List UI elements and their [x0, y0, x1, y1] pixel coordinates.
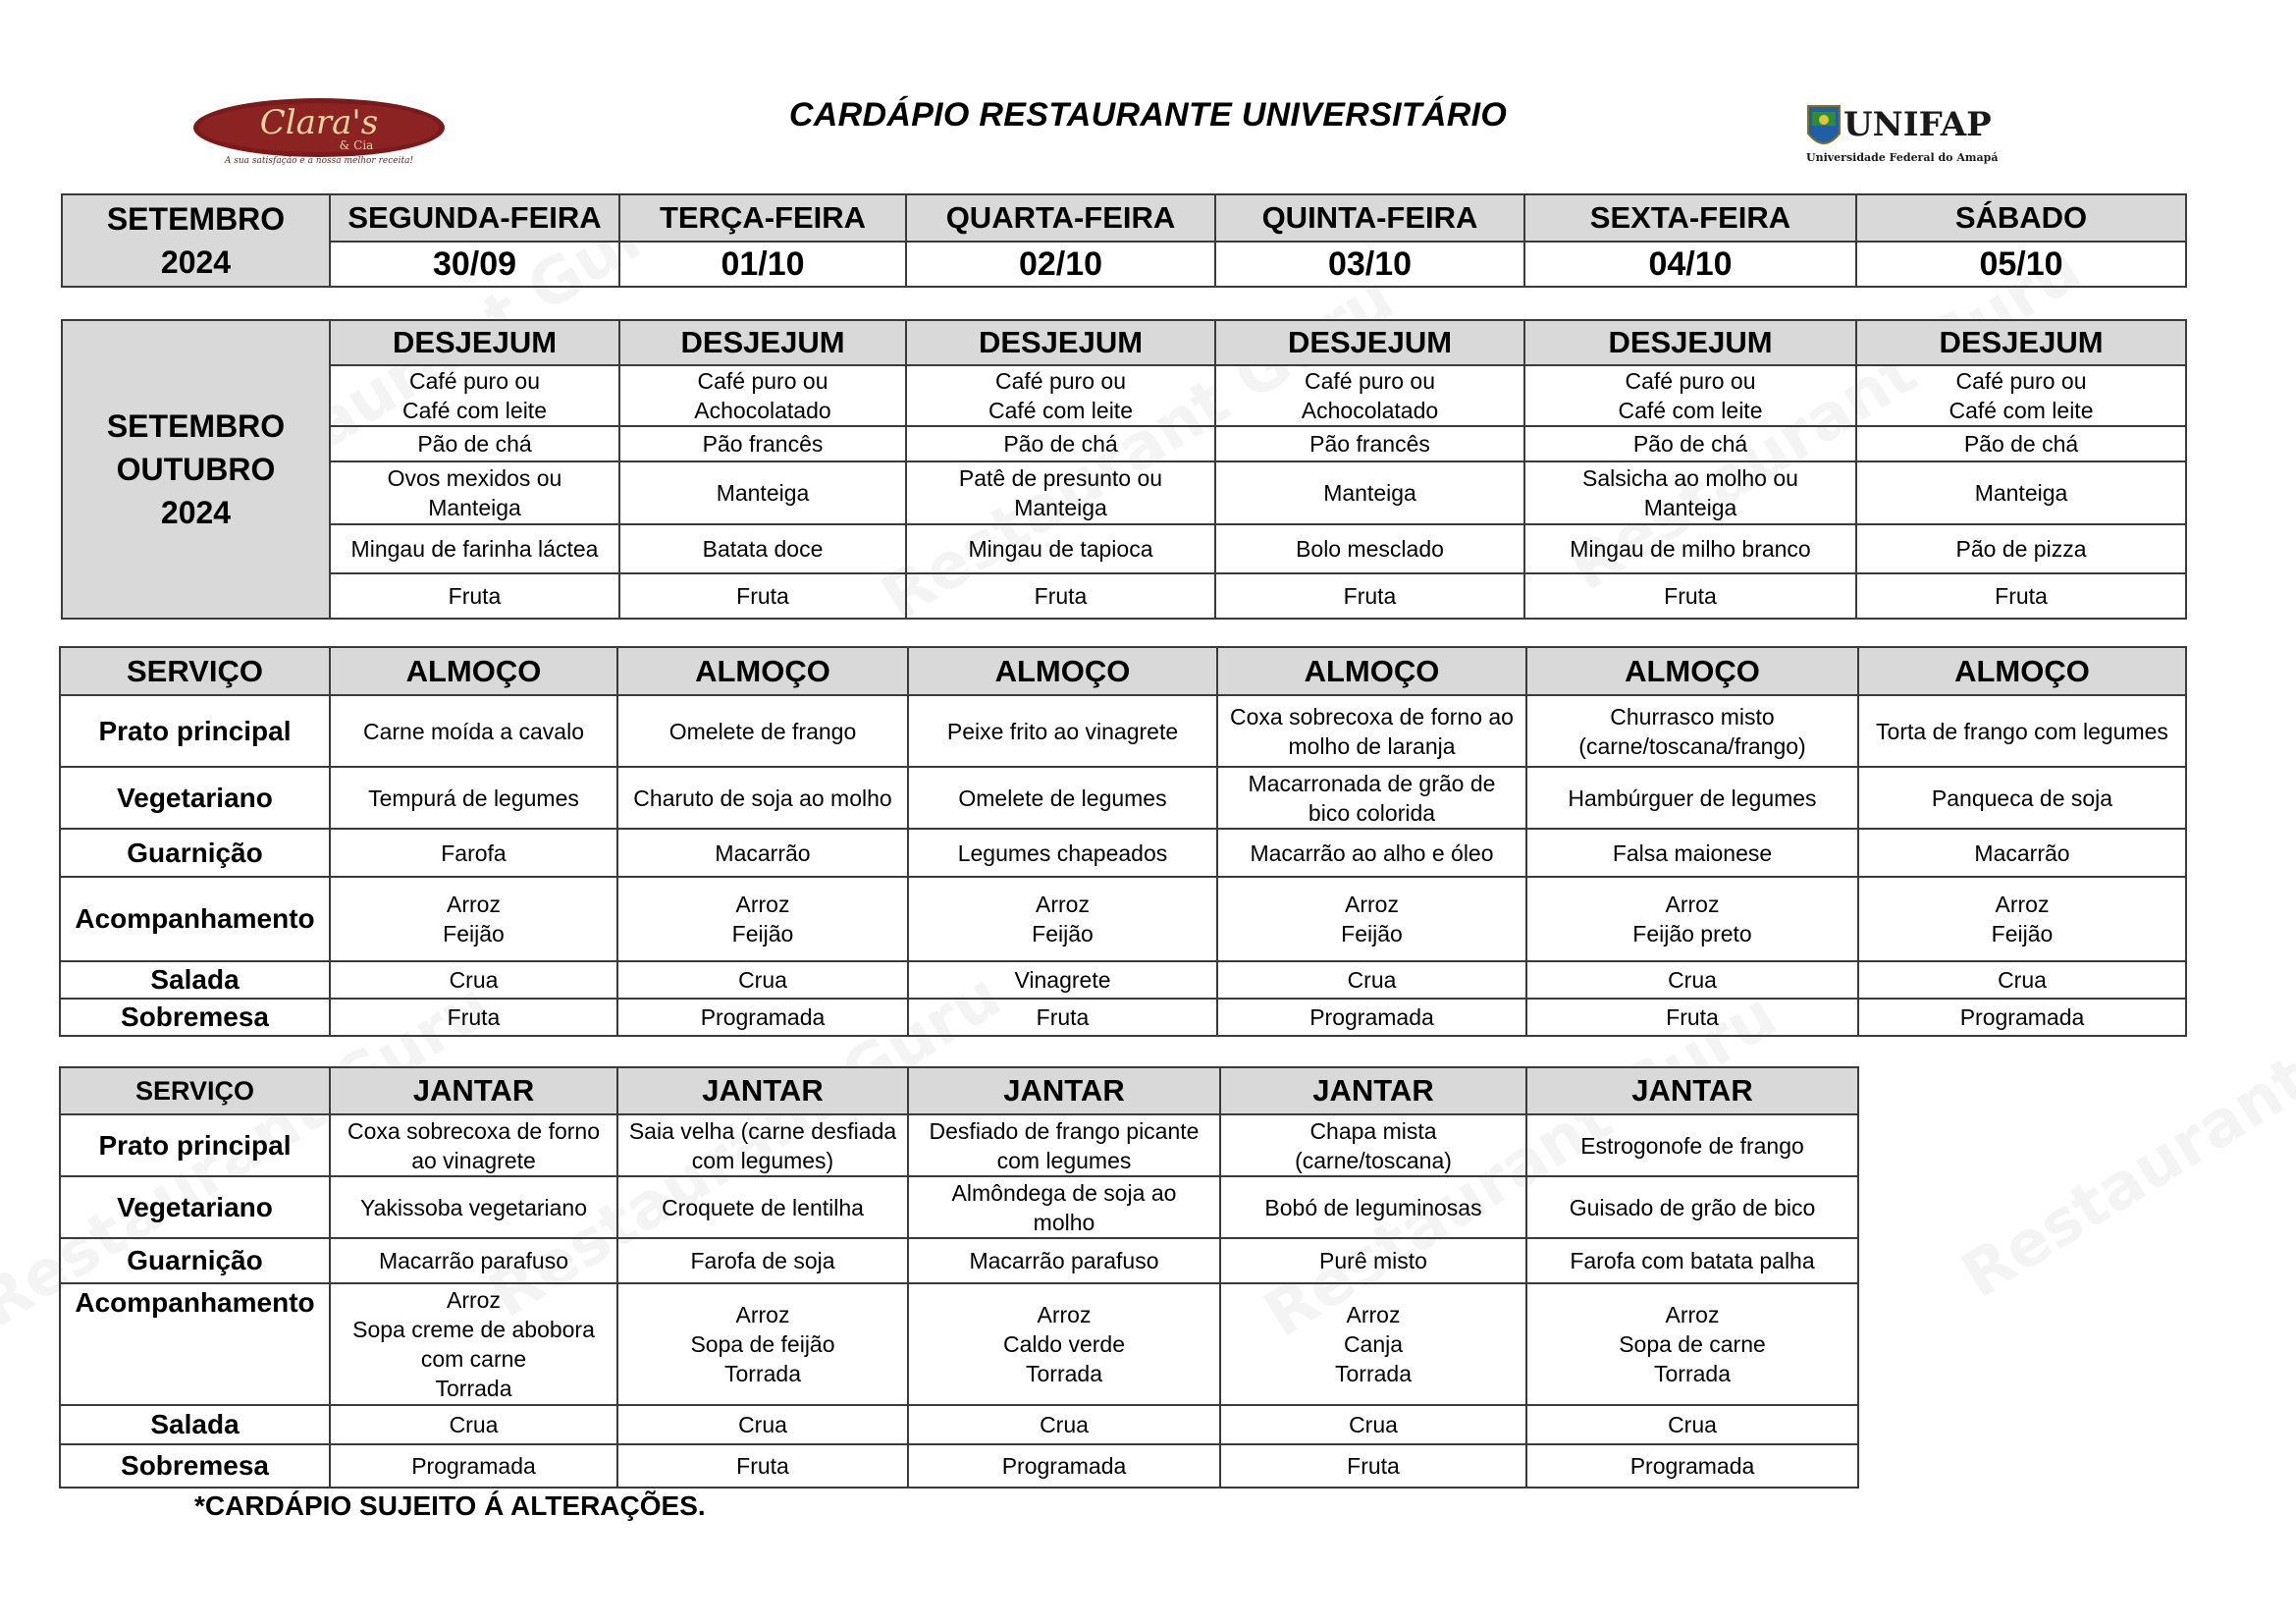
unifap-logo: [1804, 96, 2001, 173]
day-date: 30/09: [330, 242, 619, 287]
menu-cell: Crua: [617, 961, 908, 999]
menu-cell: Manteiga: [1856, 461, 2186, 524]
menu-cell: Arroz Canja Torrada: [1220, 1283, 1526, 1405]
menu-cell: Arroz Feijão: [617, 877, 908, 961]
menu-cell: Arroz Sopa de feijão Torrada: [617, 1283, 908, 1405]
menu-cell: Crua: [1220, 1405, 1526, 1444]
day-date: 04/10: [1524, 242, 1856, 287]
menu-cell: Omelete de legumes: [908, 767, 1217, 829]
menu-cell: Arroz Feijão: [1858, 877, 2186, 961]
menu-cell: Manteiga: [1215, 461, 1524, 524]
menu-cell: Mingau de farinha láctea: [330, 524, 619, 573]
row-label: Salada: [60, 1405, 330, 1444]
menu-cell: Crua: [617, 1405, 908, 1444]
menu-cell: Almôndega de soja ao molho: [908, 1176, 1220, 1238]
table-row: [60, 1405, 1858, 1444]
breakfast-header: DESJEJUM: [906, 320, 1215, 365]
dinner-header: JANTAR: [617, 1067, 908, 1114]
menu-cell: Arroz Feijão preto: [1526, 877, 1858, 961]
table-row: [62, 461, 2186, 524]
menu-cell: Café puro ou Café com leite: [330, 365, 619, 426]
menu-cell: Programada: [1526, 1444, 1858, 1488]
breakfast-header: DESJEJUM: [1215, 320, 1524, 365]
menu-cell: Coxa sobrecoxa de forno ao vinagrete: [330, 1114, 617, 1176]
row-label: Acompanhamento: [60, 877, 330, 961]
menu-cell: Charuto de soja ao molho: [617, 767, 908, 829]
day-date: 05/10: [1856, 242, 2186, 287]
page-title: CARDÁPIO RESTAURANTE UNIVERSITÁRIO: [788, 96, 1508, 134]
menu-cell: Tempurá de legumes: [330, 767, 617, 829]
menu-cell: Salsicha ao molho ou Manteiga: [1524, 461, 1856, 524]
menu-cell: Pão de chá: [1856, 426, 2186, 461]
table-row: [60, 767, 2186, 829]
period-label: SETEMBRO 2024: [62, 194, 330, 287]
menu-cell: Fruta: [1524, 573, 1856, 619]
menu-cell: Programada: [330, 1444, 617, 1488]
breakfast-period-label: SETEMBRO OUTUBRO 2024: [62, 320, 330, 619]
menu-cell: Macarrão ao alho e óleo: [1217, 829, 1526, 877]
row-label: Salada: [60, 961, 330, 999]
menu-cell: Hambúrguer de legumes: [1526, 767, 1858, 829]
menu-cell: Macarrão: [617, 829, 908, 877]
unifap-name: UNIFAP: [1843, 105, 1992, 144]
menu-cell: Pão de chá: [906, 426, 1215, 461]
menu-cell: Programada: [1217, 999, 1526, 1036]
menu-cell: Café puro ou Achocolatado: [619, 365, 906, 426]
menu-cell: Vinagrete: [908, 961, 1217, 999]
menu-cell: Crua: [1526, 961, 1858, 999]
breakfast-table: [61, 319, 2187, 620]
dinner-header: JANTAR: [1526, 1067, 1858, 1114]
menu-cell: Farofa com batata palha: [1526, 1238, 1858, 1283]
menu-cell: Pão de chá: [330, 426, 619, 461]
lunch-header: ALMOÇO: [908, 647, 1217, 695]
menu-cell: Café puro ou Café com leite: [1524, 365, 1856, 426]
logo-tagline: A sua satisfação é a nossa melhor receita!: [224, 156, 414, 165]
menu-cell: Café puro ou Achocolatado: [1215, 365, 1524, 426]
menu-cell: Farofa: [330, 829, 617, 877]
menu-cell: Purê misto: [1220, 1238, 1526, 1283]
dinner-header: JANTAR: [1220, 1067, 1526, 1114]
menu-cell: Arroz Caldo verde Torrada: [908, 1283, 1220, 1405]
dinner-header: JANTAR: [908, 1067, 1220, 1114]
table-row: [60, 1176, 1858, 1238]
menu-cell: Crua: [908, 1405, 1220, 1444]
row-label: Sobremesa: [60, 999, 330, 1036]
menu-cell: Crua: [330, 961, 617, 999]
table-row: [62, 524, 2186, 573]
menu-cell: Arroz Feijão: [330, 877, 617, 961]
lunch-header: ALMOÇO: [1217, 647, 1526, 695]
menu-cell: Fruta: [906, 573, 1215, 619]
lunch-service-label: SERVIÇO: [60, 647, 330, 695]
table-row: [62, 573, 2186, 619]
table-row: [60, 695, 2186, 767]
menu-cell: Programada: [908, 1444, 1220, 1488]
logo-name: Clara's: [259, 103, 379, 142]
day-date: 02/10: [906, 242, 1215, 287]
menu-cell: Crua: [1858, 961, 2186, 999]
menu-cell: Mingau de tapioca: [906, 524, 1215, 573]
row-label: Guarnição: [60, 829, 330, 877]
lunch-header: ALMOÇO: [330, 647, 617, 695]
menu-cell: Croquete de lentilha: [617, 1176, 908, 1238]
day-name: QUARTA-FEIRA: [906, 194, 1215, 242]
menu-cell: Programada: [617, 999, 908, 1036]
lunch-table: [59, 646, 2187, 1037]
menu-cell: Arroz Feijão: [1217, 877, 1526, 961]
menu-cell: Manteiga: [619, 461, 906, 524]
menu-cell: Legumes chapeados: [908, 829, 1217, 877]
menu-cell: Coxa sobrecoxa de forno ao molho de laranja: [1217, 695, 1526, 767]
menu-cell: Fruta: [330, 999, 617, 1036]
dinner-header: JANTAR: [330, 1067, 617, 1114]
menu-cell: Bobó de leguminosas: [1220, 1176, 1526, 1238]
menu-cell: Fruta: [1220, 1444, 1526, 1488]
row-label: Acompanhamento: [60, 1283, 330, 1405]
menu-cell: Farofa de soja: [617, 1238, 908, 1283]
logo-sub: & Cia: [339, 138, 374, 152]
menu-cell: Macarrão parafuso: [330, 1238, 617, 1283]
day-name: SEGUNDA-FEIRA: [330, 194, 619, 242]
table-row: [60, 961, 2186, 999]
breakfast-header: DESJEJUM: [619, 320, 906, 365]
menu-cell: Fruta: [1526, 999, 1858, 1036]
lunch-header: ALMOÇO: [617, 647, 908, 695]
menu-cell: Peixe frito ao vinagrete: [908, 695, 1217, 767]
row-label: Vegetariano: [60, 767, 330, 829]
menu-cell: Mingau de milho branco: [1524, 524, 1856, 573]
menu-cell: Café puro ou Café com leite: [1856, 365, 2186, 426]
row-label: Vegetariano: [60, 1176, 330, 1238]
menu-cell: Fruta: [1215, 573, 1524, 619]
day-name: SEXTA-FEIRA: [1524, 194, 1856, 242]
dinner-table: [59, 1066, 1859, 1489]
table-row: [60, 1114, 1858, 1176]
footer-note: *CARDÁPIO SUJEITO Á ALTERAÇÕES.: [194, 1490, 706, 1521]
row-label: Guarnição: [60, 1238, 330, 1283]
menu-cell: Falsa maionese: [1526, 829, 1858, 877]
menu-cell: Arroz Sopa creme de abobora com carne Torrada: [330, 1283, 617, 1405]
breakfast-header: DESJEJUM: [1856, 320, 2186, 365]
menu-cell: Crua: [1526, 1405, 1858, 1444]
table-row: [62, 365, 2186, 426]
menu-cell: Estrogonofe de frango: [1526, 1114, 1858, 1176]
lunch-header: ALMOÇO: [1858, 647, 2186, 695]
breakfast-header: DESJEJUM: [1524, 320, 1856, 365]
menu-cell: Café puro ou Café com leite: [906, 365, 1215, 426]
menu-cell: Arroz Sopa de carne Torrada: [1526, 1283, 1858, 1405]
menu-cell: Pão francês: [1215, 426, 1524, 461]
menu-cell: Programada: [1858, 999, 2186, 1036]
table-row: [60, 829, 2186, 877]
menu-cell: Chapa mista (carne/toscana): [1220, 1114, 1526, 1176]
menu-cell: Batata doce: [619, 524, 906, 573]
menu-cell: Macarronada de grão de bico colorida: [1217, 767, 1526, 829]
table-row: [60, 1238, 1858, 1283]
row-label: Prato principal: [60, 695, 330, 767]
row-label: Sobremesa: [60, 1444, 330, 1488]
day-name: SÁBADO: [1856, 194, 2186, 242]
table-row: [62, 426, 2186, 461]
menu-cell: Pão de chá: [1524, 426, 1856, 461]
lunch-header: ALMOÇO: [1526, 647, 1858, 695]
menu-cell: Fruta: [617, 1444, 908, 1488]
table-row: [60, 877, 2186, 961]
day-name: TERÇA-FEIRA: [619, 194, 906, 242]
menu-cell: Saia velha (carne desfiada com legumes): [617, 1114, 908, 1176]
menu-cell: Guisado de grão de bico: [1526, 1176, 1858, 1238]
menu-cell: Macarrão: [1858, 829, 2186, 877]
menu-cell: Bolo mesclado: [1215, 524, 1524, 573]
table-row: [60, 1444, 1858, 1488]
menu-cell: Pão de pizza: [1856, 524, 2186, 573]
menu-cell: Torta de frango com legumes: [1858, 695, 2186, 767]
menu-cell: Patê de presunto ou Manteiga: [906, 461, 1215, 524]
day-date: 01/10: [619, 242, 906, 287]
unifap-sub: Universidade Federal do Amapá: [1806, 151, 1999, 164]
menu-cell: Pão francês: [619, 426, 906, 461]
day-date: 03/10: [1215, 242, 1524, 287]
menu-cell: Crua: [330, 1405, 617, 1444]
menu-cell: Panqueca de soja: [1858, 767, 2186, 829]
menu-cell: Fruta: [330, 573, 619, 619]
menu-cell: Arroz Feijão: [908, 877, 1217, 961]
day-name: QUINTA-FEIRA: [1215, 194, 1524, 242]
menu-cell: Omelete de frango: [617, 695, 908, 767]
menu-cell: Churrasco misto (carne/toscana/frango): [1526, 695, 1858, 767]
menu-cell: Macarrão parafuso: [908, 1238, 1220, 1283]
dinner-service-label: SERVIÇO: [60, 1067, 330, 1114]
menu-cell: Yakissoba vegetariano: [330, 1176, 617, 1238]
menu-cell: Fruta: [908, 999, 1217, 1036]
menu-cell: Carne moída a cavalo: [330, 695, 617, 767]
row-label: Prato principal: [60, 1114, 330, 1176]
days-table: [61, 193, 2187, 288]
menu-cell: Ovos mexidos ou Manteiga: [330, 461, 619, 524]
menu-cell: Fruta: [619, 573, 906, 619]
menu-cell: Desfiado de frango picante com legumes: [908, 1114, 1220, 1176]
table-row: [60, 1283, 1858, 1405]
menu-cell: Crua: [1217, 961, 1526, 999]
menu-cell: Fruta: [1856, 573, 2186, 619]
breakfast-header: DESJEJUM: [330, 320, 619, 365]
table-row: [60, 999, 2186, 1036]
